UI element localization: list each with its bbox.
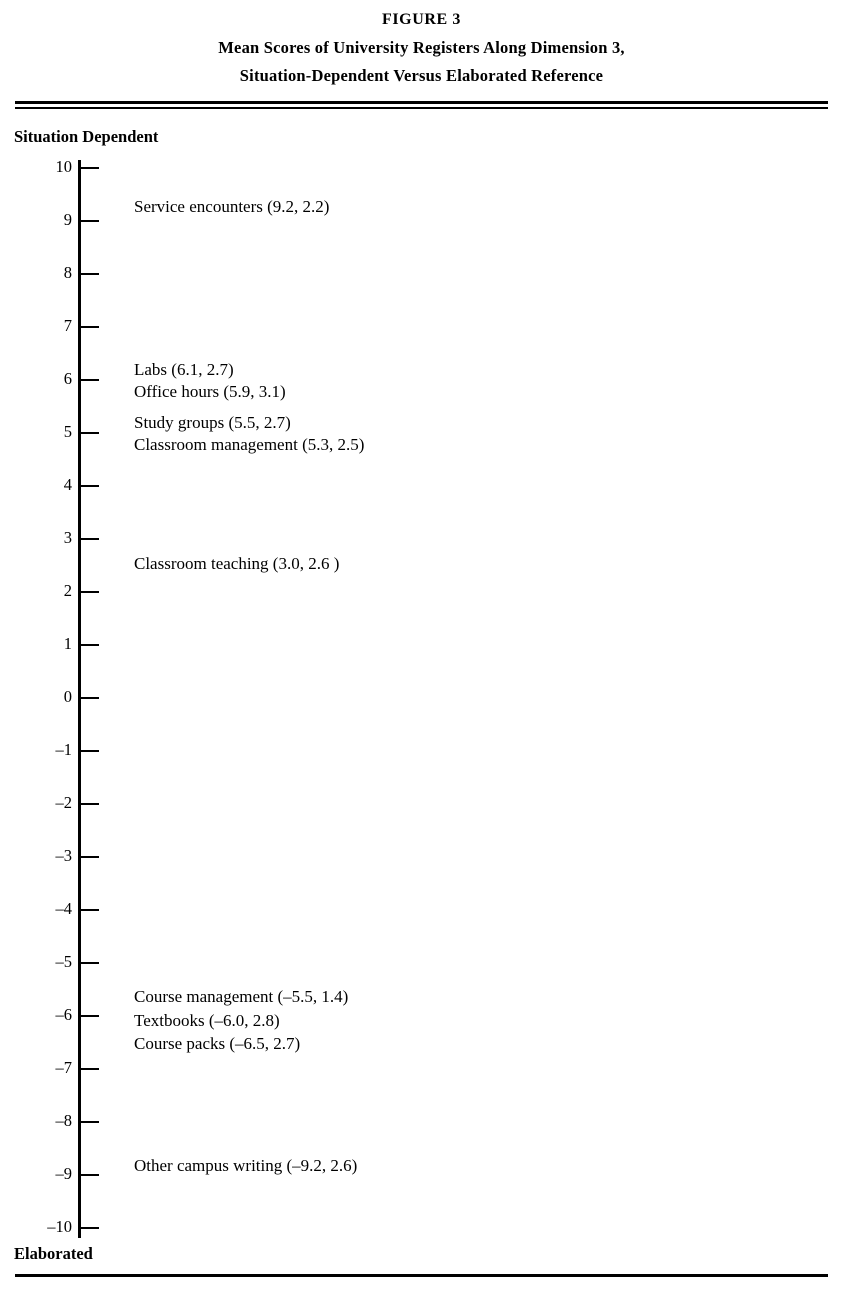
axis-tick-label: 3 (63, 528, 72, 547)
pole-label-bottom: Elaborated (14, 1244, 93, 1263)
axis-tick-mark (81, 1068, 99, 1070)
data-point-label: Service encounters (9.2, 2.2) (134, 197, 330, 216)
axis-tick-label: 8 (63, 263, 72, 282)
axis-tick-mark (81, 1015, 99, 1017)
data-point-label: Course packs (–6.5, 2.7) (134, 1034, 301, 1053)
axis-tick-mark (81, 485, 99, 487)
axis-tick-label: –1 (55, 740, 72, 759)
axis-tick-mark (81, 379, 99, 381)
axis-tick-mark (81, 962, 99, 964)
axis-tick-label: –6 (55, 1005, 72, 1024)
axis-tick-label: 10 (55, 157, 72, 176)
axis-tick-mark (81, 644, 99, 646)
data-point-label: Classroom management (5.3, 2.5) (134, 435, 365, 454)
figure-title-line-2: Situation-Dependent Versus Elaborated Reference (239, 66, 604, 85)
axis-tick-label: 7 (63, 316, 72, 335)
axis-tick-label: –4 (55, 899, 72, 918)
axis-tick-mark (81, 432, 99, 434)
data-point-label: Other campus writing (–9.2, 2.6) (134, 1156, 358, 1175)
axis-tick-label: 9 (63, 210, 72, 229)
axis-tick-mark (81, 697, 99, 699)
axis-tick-mark (81, 273, 99, 275)
axis-tick-label: 5 (63, 422, 72, 441)
pole-label-top: Situation Dependent (14, 127, 159, 146)
axis-tick-label: –3 (55, 846, 72, 865)
data-point-label: Classroom teaching (3.0, 2.6 ) (134, 554, 340, 573)
data-point-label: Office hours (5.9, 3.1) (134, 382, 286, 401)
data-point-label: Labs (6.1, 2.7) (134, 360, 234, 379)
axis-tick-label: 0 (63, 687, 72, 706)
axis-tick-label: 4 (63, 475, 72, 494)
axis-tick-label: 6 (63, 369, 72, 388)
axis-tick-label: –2 (55, 793, 72, 812)
axis-tick-mark (81, 1121, 99, 1123)
axis-tick-label: –8 (55, 1111, 72, 1130)
data-point-label: Study groups (5.5, 2.7) (134, 413, 291, 432)
data-point-label: Course management (–5.5, 1.4) (134, 987, 349, 1006)
axis-tick-label: –5 (55, 952, 72, 971)
axis-tick-label: 2 (63, 581, 72, 600)
axis-tick-mark (81, 167, 99, 169)
axis-tick-mark (81, 909, 99, 911)
data-point-label: Textbooks (–6.0, 2.8) (134, 1011, 280, 1030)
axis-tick-label: 1 (63, 634, 72, 653)
axis-tick-mark (81, 220, 99, 222)
axis-tick-mark (81, 591, 99, 593)
figure-number: FIGURE 3 (381, 11, 462, 28)
axis-tick-label: –10 (47, 1217, 72, 1236)
bottom-rule (15, 1274, 828, 1277)
figure-title-line-1: Mean Scores of University Registers Along Dimension 3, (218, 38, 625, 57)
axis-tick-mark (81, 750, 99, 752)
axis-tick-mark (81, 1174, 99, 1176)
axis-tick-label: –7 (55, 1058, 72, 1077)
axis-tick-mark (81, 803, 99, 805)
axis-tick-mark (81, 326, 99, 328)
vertical-axis-line (78, 160, 81, 1238)
axis-tick-mark (81, 538, 99, 540)
axis-tick-label: –9 (55, 1164, 72, 1183)
axis-tick-mark (81, 1227, 99, 1229)
axis-tick-mark (81, 856, 99, 858)
